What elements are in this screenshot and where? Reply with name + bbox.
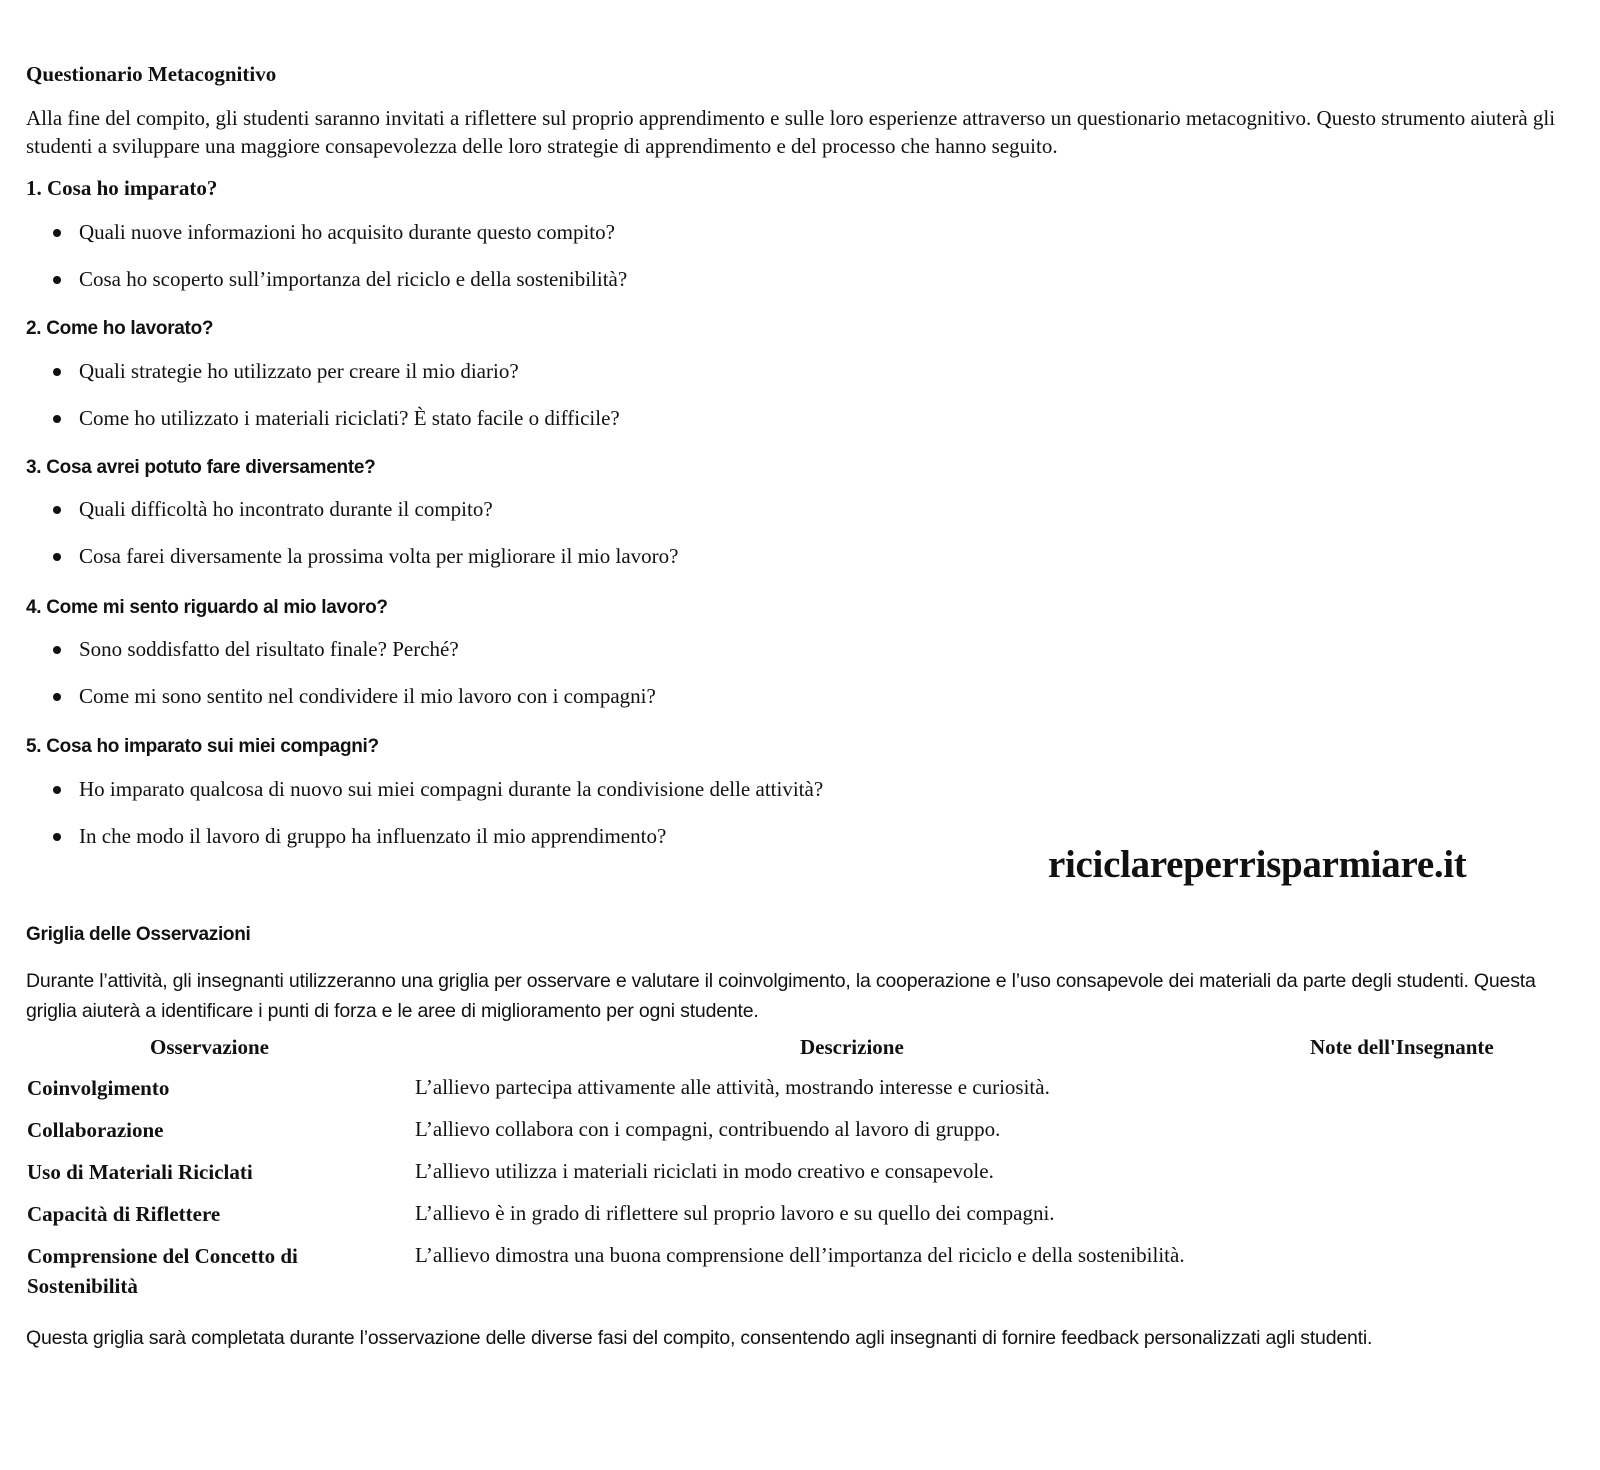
row-observation: Uso di Materiali Riciclati xyxy=(27,1160,253,1184)
row-description: L’allievo dimostra una buona comprensione dell’importanza del riciclo e della sostenibilità. xyxy=(415,1243,1185,1267)
bullet-icon xyxy=(53,415,61,423)
grid-title: Griglia delle Osservazioni xyxy=(26,924,251,945)
bullet-icon xyxy=(53,229,61,237)
watermark-site: riciclareperrisparmiare.it xyxy=(1048,843,1467,886)
bullet-icon xyxy=(53,506,61,514)
section-heading-3: 3. Cosa avrei potuto fare diversamente? xyxy=(26,457,376,478)
row-description: L’allievo collabora con i compagni, contribuendo al lavoro di gruppo. xyxy=(415,1117,1001,1141)
section-heading-4: 4. Come mi sento riguardo al mio lavoro? xyxy=(26,597,388,618)
bullet-icon xyxy=(53,276,61,284)
row-notes[interactable] xyxy=(1300,1156,1550,1186)
bullet-icon xyxy=(53,646,61,654)
column-header-observation: Osservazione xyxy=(150,1035,269,1059)
grid-intro: Durante l’attività, gli insegnanti utilizzeranno una griglia per osservare e valutare il coinvolgimento, la cooperazione e l’uso consapevole dei materiali da parte degli studenti. Questa griglia aiuterà a identificare i punti di forza e le aree di miglioramento per ogni studente. xyxy=(26,970,1536,1022)
row-description: L’allievo utilizza i materiali riciclati in modo creativo e consapevole. xyxy=(415,1159,994,1183)
row-description: L’allievo partecipa attivamente alle attività, mostrando interesse e curiosità. xyxy=(415,1075,1050,1099)
row-description: L’allievo è in grado di riflettere sul proprio lavoro e su quello dei compagni. xyxy=(415,1201,1055,1225)
row-notes[interactable] xyxy=(1300,1198,1550,1228)
bullet-icon xyxy=(53,553,61,561)
column-header-notes: Note dell'Insegnante xyxy=(1310,1035,1494,1059)
row-observation: Capacità di Riflettere xyxy=(27,1202,221,1226)
section-heading-1: 1. Cosa ho imparato? xyxy=(26,176,218,200)
row-observation: Coinvolgimento xyxy=(27,1076,170,1100)
bullet-icon xyxy=(53,368,61,376)
questionnaire-title: Questionario Metacognitivo xyxy=(26,62,277,86)
bullet-icon xyxy=(53,786,61,794)
questionnaire-intro: Alla fine del compito, gli studenti saranno invitati a riflettere sul proprio apprendimento e sulle loro esperienze attraverso un questionario metacognitivo. Questo strumento aiuterà gli studenti a sviluppare una maggiore consapevolezza delle loro strategie di apprendimento e del processo che hanno seguito. xyxy=(26,106,1556,158)
column-header-description: Descrizione xyxy=(800,1035,904,1059)
row-notes[interactable] xyxy=(1300,1072,1550,1102)
bullet-icon xyxy=(53,833,61,841)
row-observation: Comprensione del Concetto di Sostenibilità xyxy=(27,1244,298,1298)
grid-closing: Questa griglia sarà completata durante l’osservazione delle diverse fasi del compito, consentendo agli insegnanti di fornire feedback personalizzati agli studenti. xyxy=(26,1327,1373,1349)
document-page: Questionario Metacognitivo Alla fine del compito, gli studenti saranno invitati a riflettere sul proprio apprendimento e sulle loro esperienze attraverso un questionario metacognitivo. Questo strumento aiuterà gli studenti a sviluppare una maggiore consapevolezza delle loro strategie di apprendimento e del processo che hanno seguito. 1. Cosa ho imparato? Quali nuove informazioni ho acquisito durante questo compito? Cosa ho scoperto sull’importanza del riciclo e della sostenibilità? 2. Come ho lavorato? Quali strategie ho utilizzato per creare il mio diario? Come ho utilizzato i materiali riciclati? È stato facile o difficile? 3. Cosa avrei potuto fare diversamente? Quali difficoltà ho incontrato durante il compito? Cosa farei diversamente la prossima volta per migliorare il mio lavoro? 4. Come mi sento riguardo al mio lavoro? Sono soddisfatto del risultato finale? Perché? Come mi sono sentito nel condividere il mio lavoro con i compagni? 5. Cosa ho imparato sui miei compagni? Ho imparato qualcosa di nuovo sui miei compagni durante la condivisione delle attività? In che modo il lavoro di gruppo ha influenzato il mio apprendimento? riciclareperrisparmiare.it Griglia delle Osservazioni Durante l’attività, gli insegnanti utilizzeranno una griglia per osservare e valutare il coinvolgimento, la cooperazione e l’uso consapevole dei materiali da parte degli studenti. Questa griglia aiuterà a identificare i punti di forza e le aree di miglioramento per ogni studente. Osservazione Descrizione Note dell'Insegnante Coinvolgimento L’allievo partecipa attivamente alle attività, mostrando interesse e curiosità. Collaborazione L’allievo collabora con i compagni, contribuendo al lavoro di gruppo. Uso di Materiali Riciclati L’allievo utilizza i materiali riciclati in modo creativo e consapevole. Capacità di Riflettere L’allievo è in grado di riflettere sul proprio lavoro e su quello dei compagni. Comprensione del Concetto di Sostenibilità L’allievo dimostra una buona comprensione dell’importanza del riciclo e della sostenibilità. Questa griglia sarà completata durante l’osservazione delle diverse fasi del compito, consentendo agli insegnanti di fornire feedback personalizzati agli studenti. xyxy=(0,0,1600,1470)
row-notes[interactable] xyxy=(1300,1114,1550,1144)
section-heading-5: 5. Cosa ho imparato sui miei compagni? xyxy=(26,736,379,757)
row-observation: Collaborazione xyxy=(27,1118,164,1142)
bullet-icon xyxy=(53,693,61,701)
row-notes[interactable] xyxy=(1300,1240,1550,1300)
section-heading-2: 2. Come ho lavorato? xyxy=(26,318,214,339)
